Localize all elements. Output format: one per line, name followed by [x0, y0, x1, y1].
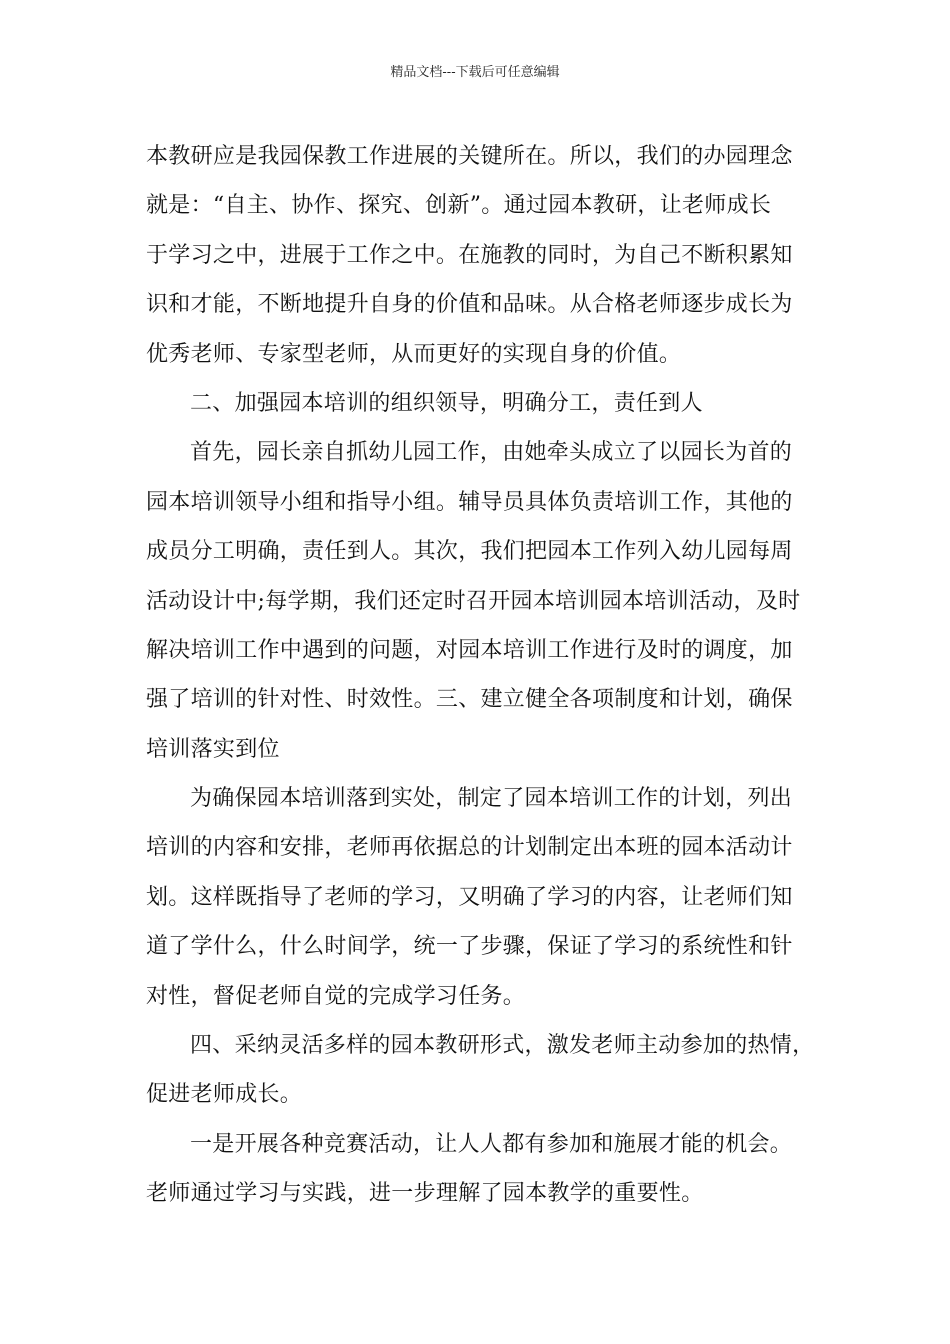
text-line: 道了学什么，什么时间学，统一了步骤，保证了学习的系统性和针 — [146, 934, 793, 960]
text-line: 老师通过学习与实践，进一步理解了园本教学的重要性。 — [146, 1181, 704, 1207]
document-body — [146, 132, 818, 1219]
section-heading: 二、加强园本培训的组织领导，明确分工，责任到人 — [190, 390, 703, 416]
text-line: 于学习之中，进展于工作之中。在施教的同时，为自己不断积累知 — [146, 242, 793, 268]
text-line: 对性，督促老师自觉的完成学习任务。 — [146, 983, 526, 1009]
text-line: 强了培训的针对性、时效性。三、建立健全各项制度和计划，确保 — [146, 687, 793, 713]
text-line: 促进老师成长。 — [146, 1082, 303, 1108]
text-line: 活动设计中;每学期，我们还定时召开园本培训园本培训活动，及时 — [146, 588, 801, 614]
text-line: 成员分工明确，责任到人。其次，我们把园本工作列入幼儿园每周 — [146, 539, 793, 565]
page-header: 精品文档---下载后可任意编辑 — [390, 65, 560, 80]
text-line: 优秀老师、专家型老师，从而更好的实现自身的价值。 — [146, 341, 682, 367]
text-line: 识和才能，不断地提升自身的价值和品味。从合格老师逐步成长为 — [146, 292, 793, 318]
text-line: 为确保园本培训落到实处，制定了园本培训工作的计划，列出 — [190, 786, 793, 812]
text-line: 划。这样既指导了老师的学习，又明确了学习的内容，让老师们知 — [146, 884, 793, 910]
text-line: 培训的内容和安排，老师再依据总的计划制定出本班的园本活动计 — [146, 835, 793, 861]
text-line: 一是开展各种竞赛活动，让人人都有参加和施展才能的机会。 — [190, 1131, 793, 1157]
text-line: 本教研应是我园保教工作进展的关键所在。所以，我们的办园理念 — [146, 144, 793, 169]
text-line: 首先，园长亲自抓幼儿园工作，由她牵头成立了以园长为首的 — [190, 440, 793, 466]
text-line: 培训落实到位 — [146, 736, 280, 762]
text-line: 就是：“自主、协作、探究、创新”。通过园本教研，让老师成长 — [146, 193, 772, 219]
text-line: 园本培训领导小组和指导小组。辅导员具体负责培训工作，其他的 — [146, 489, 793, 515]
section-heading: 四、采纳灵活多样的园本教研形式，激发老师主动参加的热情， — [190, 1033, 815, 1059]
text-line: 解决培训工作中遇到的问题，对园本培训工作进行及时的调度，加 — [146, 637, 793, 663]
